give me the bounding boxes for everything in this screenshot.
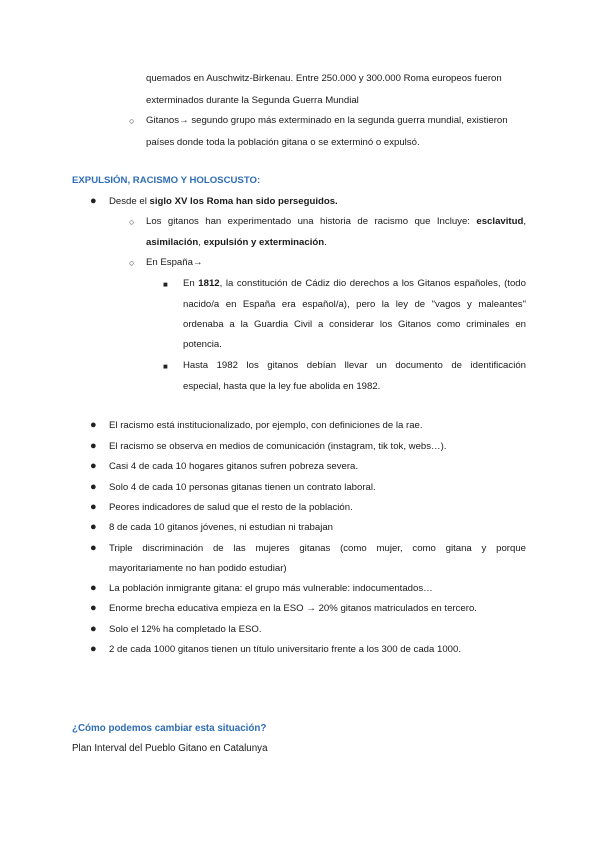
item-1812-line-3: ordenaba a la Guardia Civil a considerar los Gitanos como criminales en	[183, 319, 526, 330]
fact-item: El racismo está institucionalizado, por ejemplo, con definiciones de la rae.	[109, 420, 423, 431]
disc-bullet-icon: ●	[90, 521, 97, 533]
fact-item: 2 de cada 1000 gitanos tienen un título universitario frente a los 300 de cada 1000.	[109, 644, 462, 655]
disc-bullet-icon: ●	[90, 460, 97, 472]
item-1812-line-2: nacido/a en España era español/a), pero la ley de "vagos y maleantes"	[183, 299, 526, 310]
racism-line-1: Los gitanos han experimentado una historia de racismo que Incluye: esclavitud,	[146, 216, 526, 227]
disc-bullet-icon: ●	[90, 582, 97, 594]
intro-sub-line-2: países donde toda la población gitana o se exterminó o expulsó.	[146, 137, 420, 148]
fact-item: Casi 4 de cada 10 hogares gitanos sufren pobreza severa.	[109, 461, 359, 472]
circle-bullet-icon: ○	[129, 217, 135, 227]
disc-bullet-icon: ●	[90, 542, 97, 554]
fact-item: La población inmigrante gitana: el grupo más vulnerable: indocumentados…	[109, 583, 433, 594]
square-bullet-icon: ■	[163, 280, 168, 289]
spain-label: En España→	[146, 257, 203, 268]
question-heading: ¿Cómo podemos cambiar esta situación?	[72, 723, 267, 734]
section-heading: EXPULSIÓN, RACISMO Y HOLOSCUSTO:	[72, 175, 261, 186]
racism-line-2: asimilación, expulsión y exterminación.	[146, 237, 327, 248]
disc-bullet-icon: ●	[90, 419, 97, 431]
intro-line-1: quemados en Auschwitz-Birkenau. Entre 250.000 y 300.000 Roma europeos fueron	[146, 73, 502, 84]
item-1982-line-1: Hasta 1982 los gitanos debían llevar un documento de identificación	[183, 360, 526, 371]
disc-bullet-icon: ●	[90, 643, 97, 655]
fact-item: Peores indicadores de salud que el resto de la población.	[109, 502, 353, 513]
fact-item: Solo 4 de cada 10 personas gitanas tienen un contrato laboral.	[109, 482, 376, 493]
square-bullet-icon: ■	[163, 362, 168, 371]
disc-bullet-icon: ●	[90, 623, 97, 635]
item-1812-line-4: potencia.	[183, 339, 222, 350]
fact-item: Enorme brecha educativa empieza en la ESO → 20% gitanos matriculados en tercero.	[109, 603, 477, 614]
item-1812-line-1: En 1812, la constitución de Cádiz dio derechos a los Gitanos españoles, (todo	[183, 278, 526, 289]
plan-title: Plan Interval del Pueblo Gitano en Catalunya	[72, 743, 268, 754]
circle-bullet-icon: ○	[129, 116, 135, 126]
disc-bullet-icon: ●	[90, 602, 97, 614]
circle-bullet-icon: ○	[129, 258, 135, 268]
disc-bullet-icon: ●	[90, 481, 97, 493]
fact-item: 8 de cada 10 gitanos jóvenes, ni estudian ni trabajan	[109, 522, 334, 533]
disc-bullet-icon: ●	[90, 195, 97, 207]
disc-bullet-icon: ●	[90, 501, 97, 513]
xv-statement: Desde el siglo XV los Roma han sido perseguidos.	[109, 196, 338, 207]
fact-item-continuation: mayoritariamente no han podido estudiar)	[109, 563, 287, 574]
intro-line-2: exterminados durante la Segunda Guerra Mundial	[146, 95, 359, 106]
disc-bullet-icon: ●	[90, 440, 97, 452]
fact-item: El racismo se observa en medios de comunicación (instagram, tik tok, webs…).	[109, 441, 447, 452]
item-1982-line-2: especial, hasta que la ley fue abolida en 1982.	[183, 381, 381, 392]
fact-item: Triple discriminación de las mujeres gitanas (como mujer, como gitana y porque	[109, 543, 526, 554]
fact-item: Solo el 12% ha completado la ESO.	[109, 624, 262, 635]
intro-sub-line-1: Gitanos→ segundo grupo más exterminado en la segunda guerra mundial, existieron	[146, 115, 508, 126]
